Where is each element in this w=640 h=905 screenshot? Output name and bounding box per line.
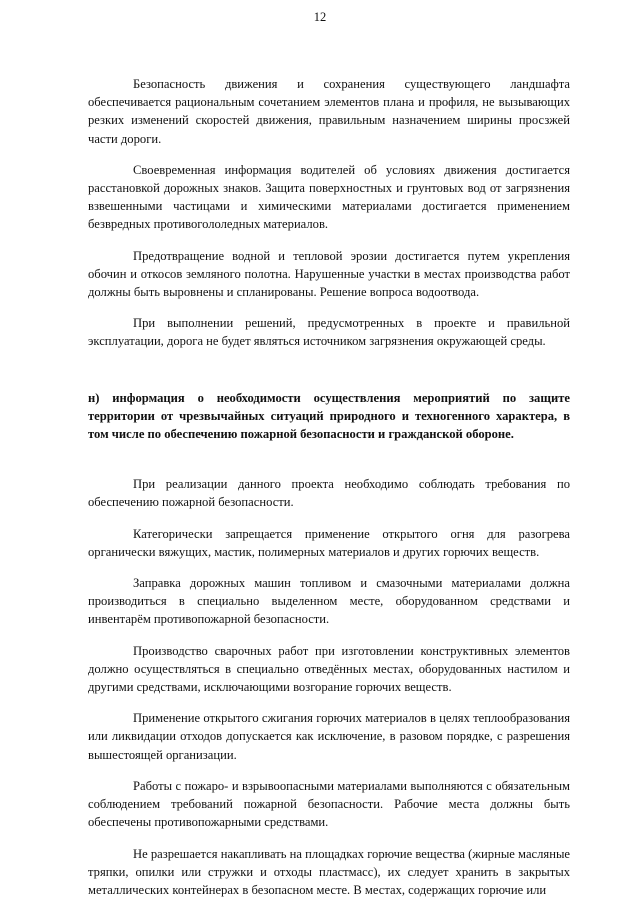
- paragraph-open-burning: Применение открытого сжигания горючих материалов в целях теплообразования или ликвидации отходов допускается как исключение, в разовом порядке, с разрешения вышестоящей организации.: [88, 711, 570, 762]
- paragraph-welding-works: Производство сварочных работ при изготовлении конструктивных элементов должно осуществляться в специально отведённых местах, оборудованных настилом и другими средствами, исключающими возгорание горючих веществ.: [88, 643, 570, 695]
- paragraph-operation-pollution: При выполнении решений, предусмотренных в проекте и правильной эксплуатации, дорога не будет являться источником загрязнения окружающей среды.: [88, 316, 570, 349]
- paragraph-hazardous-materials: Работы с пожаро- и взрывоопасными материалами выполняются с обязательным соблюдением требований пожарной безопасности. Рабочие места должны быть обеспечены противопожарными средствами.: [88, 778, 570, 830]
- paragraph-machine-refueling: Заправка дорожных машин топливом и смазочными материалами должна производиться в специально выделенном месте, оборудованном средствами и инвентарём противопожарной безопасности.: [88, 576, 570, 627]
- paragraph-fire-safety-requirements: При реализации данного проекта необходимо соблюдать требования по обеспечению пожарной безопасности.: [88, 477, 570, 510]
- paragraph-open-fire-ban: Категорически запрещается применение открытого огня для разогрева органически вяжущих, мастик, полимерных материалов и других горючих веществ.: [88, 526, 570, 559]
- paragraph-landscape-safety: Безопасность движения и сохранения существующего ландшафта обеспечивается рациональным сочетанием элементов плана и профиля, не вызывающих резких изменений скоростей движения, правильным назначением ширины просзжей части дороги.: [88, 77, 570, 146]
- paragraph-combustible-storage: Не разрешается накапливать на площадках горючие вещества (жирные масляные тряпки, опилки или стружки и отходы пластмасс), их следует хранить в закрытых металлических контейнерах в безопасном месте. В местах, содержащих горючие или: [88, 846, 570, 897]
- paragraph-erosion-prevention: Предотвращение водной и тепловой эрозии достигается путем укрепления обочин и откосов земляного полотна. Нарушенные участки в местах производства работ должны быть выровнены и спланированы. Решение вопроса водоотвода.: [88, 248, 570, 300]
- section-heading: н) информация о необходимости осуществления мероприятий по защите территории от чрезвычайных ситуаций природного и техногенного характера, в том числе по обеспечению пожарной безопасности и гражданской обороне.: [88, 390, 570, 442]
- page-number: 12: [313, 10, 327, 24]
- document-body: [88, 75, 570, 899]
- paragraph-driver-information: Своевременная информация водителей об условиях движения достигается расстановкой дорожных знаков. Защита поверхностных и грунтовых вод от загрязнения взвешенными частицами и химическими материалами достигается применением безвредных противогололедных материалов.: [88, 162, 570, 232]
